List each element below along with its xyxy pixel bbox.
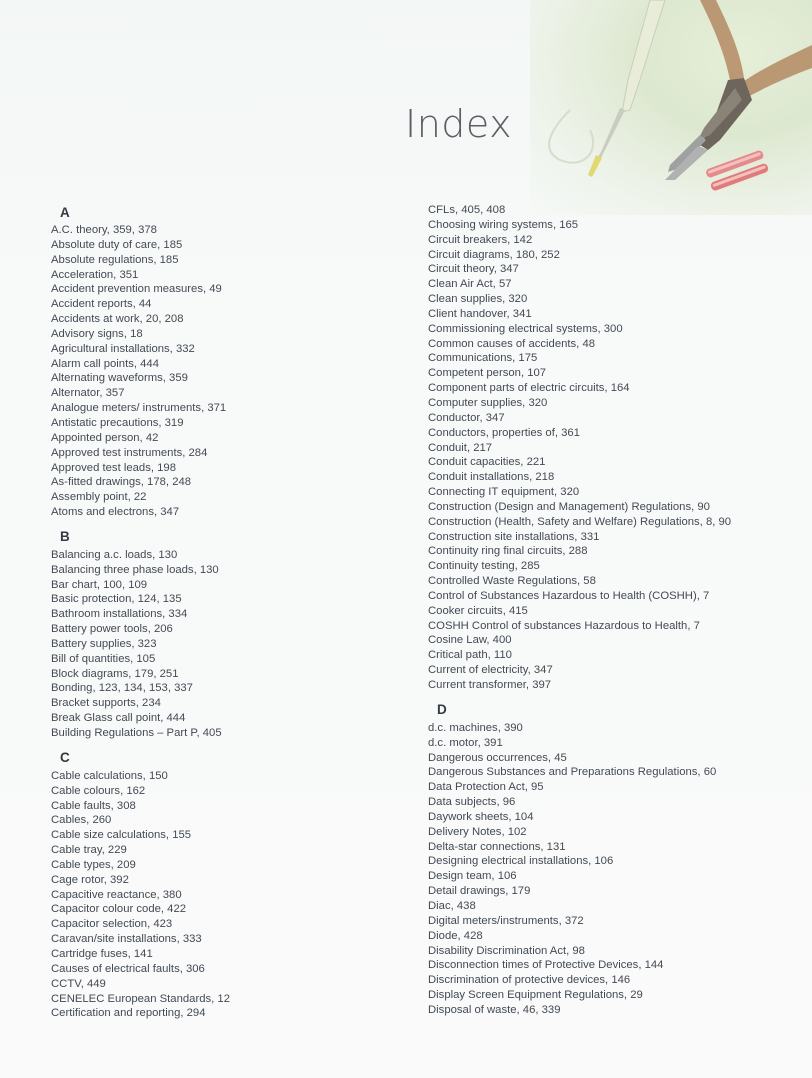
index-entry: Capacitor selection, 423 (51, 918, 173, 931)
index-entry: Accidents at work, 20, 208 (51, 313, 184, 326)
index-entry: Acceleration, 351 (51, 268, 139, 281)
section-c-continued-entries (428, 203, 808, 693)
index-entry: Certification and reporting, 294 (51, 1007, 206, 1020)
index-entry: Diode, 428 (428, 929, 483, 942)
index-entry: Data subjects, 96 (428, 796, 516, 809)
index-entry: Cables, 260 (51, 814, 112, 827)
index-entry: Continuity testing, 285 (428, 560, 540, 573)
index-entry: Current of electricity, 347 (428, 664, 553, 677)
section-a-entries (51, 223, 411, 520)
index-entry: Discrimination of protective devices, 146 (428, 974, 631, 987)
index-entry: Appointed person, 42 (51, 431, 159, 444)
index-entry: Basic protection, 124, 135 (51, 593, 182, 606)
index-entry: Component parts of electric circuits, 164 (428, 382, 630, 395)
index-entry: Disability Discrimination Act, 98 (428, 944, 585, 957)
index-entry: Conduit, 217 (428, 441, 493, 454)
index-entry: Analogue meters/ instruments, 371 (51, 402, 227, 415)
index-entry: A.C. theory, 359, 378 (51, 224, 157, 236)
index-entry: Construction site installations, 331 (428, 530, 600, 543)
index-entry: Cable colours, 162 (51, 784, 146, 797)
index-entry: Connecting IT equipment, 320 (428, 486, 580, 499)
index-entry: Circuit breakers, 142 (428, 233, 533, 246)
index-entry: Atoms and electrons, 347 (51, 506, 180, 519)
section-letter-d: D (437, 701, 447, 717)
index-entry: Design team, 106 (428, 870, 517, 883)
index-entry: Computer supplies, 320 (428, 396, 548, 409)
index-entry: Absolute duty of care, 185 (51, 238, 183, 251)
index-entry: Block diagrams, 179, 251 (51, 667, 179, 680)
index-entry: COSHH Control of substances Hazardous to Health, 7 (428, 619, 700, 632)
section-letter-a: A (60, 205, 70, 220)
index-entry: Conduit installations, 218 (428, 471, 555, 484)
index-entry: Current transformer, 397 (428, 679, 552, 691)
index-entry: Bar chart, 100, 109 (51, 578, 148, 591)
index-entry: Construction (Health, Safety and Welfare) Regulations, 8, 90 (428, 515, 732, 528)
index-entry: Alternator, 357 (51, 387, 125, 400)
index-entry: CFLs, 405, 408 (428, 204, 506, 216)
index-entry: Cooker circuits, 415 (428, 604, 528, 617)
index-entry: d.c. machines, 390 (428, 721, 523, 734)
pliers-and-screwdriver-icon (530, 0, 812, 215)
index-entry: Circuit diagrams, 180, 252 (428, 248, 560, 261)
index-entry: CCTV, 449 (51, 977, 106, 990)
index-entry: Display Screen Equipment Regulations, 29 (428, 989, 643, 1002)
index-column-left (51, 203, 411, 1021)
index-entry: Assembly point, 22 (51, 491, 147, 504)
index-column-right (428, 203, 808, 1018)
index-entry: Competent person, 107 (428, 367, 547, 380)
index-entry: Cable size calculations, 155 (51, 829, 192, 842)
index-entry: Data Protection Act, 95 (428, 781, 544, 794)
section-letter-c: C (60, 749, 70, 765)
index-entry: Commissioning electrical systems, 300 (428, 322, 623, 335)
index-entry: Clean supplies, 320 (428, 293, 528, 306)
index-entry: Control of Substances Hazardous to Health (COSHH), 7 (428, 589, 710, 602)
page-title: Index (405, 102, 513, 146)
index-entry: Alarm call points, 444 (51, 357, 159, 370)
index-entry: Designing electrical installations, 106 (428, 855, 614, 868)
index-entry: Bill of quantities, 105 (51, 652, 156, 665)
index-entry: Cage rotor, 392 (51, 873, 129, 886)
index-entry: d.c. motor, 391 (428, 736, 503, 749)
index-entry: Construction (Design and Management) Regulations, 90 (428, 500, 710, 513)
index-entry: Cable faults, 308 (51, 799, 136, 812)
index-entry: As-fitted drawings, 178, 248 (51, 476, 192, 489)
index-entry: Antistatic precautions, 319 (51, 416, 184, 429)
index-entry: Choosing wiring systems, 165 (428, 218, 579, 231)
index-entry: Agricultural installations, 332 (51, 342, 195, 355)
index-entry: Accident prevention measures, 49 (51, 283, 222, 296)
tools-photo (530, 0, 812, 215)
index-entry: Circuit theory, 347 (428, 263, 519, 276)
section-c-entries (51, 769, 411, 1021)
index-entry: Caravan/site installations, 333 (51, 933, 202, 946)
index-entry: Cable calculations, 150 (51, 769, 168, 782)
index-entry: Break Glass call point, 444 (51, 712, 186, 725)
index-entry: Conductors, properties of, 361 (428, 426, 580, 439)
section-b-entries (51, 548, 411, 741)
index-entry: Continuity ring final circuits, 288 (428, 545, 588, 558)
index-entry: Dangerous Substances and Preparations Regulations, 60 (428, 766, 717, 779)
index-entry: Balancing three phase loads, 130 (51, 563, 219, 576)
index-entry: Advisory signs, 18 (51, 327, 143, 340)
index-entry: Conductor, 347 (428, 411, 505, 424)
index-entry: Bracket supports, 234 (51, 697, 161, 710)
index-entry: Delta-star connections, 131 (428, 840, 566, 853)
index-entry: Critical path, 110 (428, 649, 512, 662)
index-entry: Approved test leads, 198 (51, 461, 176, 474)
section-letter-b: B (60, 528, 70, 544)
index-entry: Common causes of accidents, 48 (428, 337, 596, 350)
index-entry: Communications, 175 (428, 352, 538, 365)
index-entry: Disconnection times of Protective Devices, 144 (428, 959, 664, 972)
index-entry: Conduit capacities, 221 (428, 456, 546, 469)
index-entry: Absolute regulations, 185 (51, 253, 179, 266)
index-entry: Balancing a.c. loads, 130 (51, 548, 178, 561)
index-entry: Digital meters/instruments, 372 (428, 914, 584, 927)
index-entry: Clean Air Act, 57 (428, 278, 512, 291)
index-entry: Alternating waveforms, 359 (51, 372, 188, 385)
index-entry: Cable types, 209 (51, 858, 136, 871)
index-entry: CENELEC European Standards, 12 (51, 992, 230, 1005)
index-entry: Diac, 438 (428, 899, 476, 912)
index-entry: Disposal of waste, 46, 339 (428, 1003, 561, 1016)
index-entry: Cable tray, 229 (51, 844, 127, 857)
index-entry: Bathroom installations, 334 (51, 608, 188, 621)
index-entry: Approved test instruments, 284 (51, 446, 208, 459)
index-entry: Building Regulations – Part P, 405 (51, 727, 222, 739)
index-entry: Causes of electrical faults, 306 (51, 962, 205, 975)
index-entry: Capacitive reactance, 380 (51, 888, 182, 901)
index-entry: Battery supplies, 323 (51, 637, 157, 650)
index-entry: Cosine Law, 400 (428, 634, 512, 647)
index-entry: Bonding, 123, 134, 153, 337 (51, 682, 193, 695)
index-entry: Accident reports, 44 (51, 298, 152, 311)
index-entry: Cartridge fuses, 141 (51, 947, 153, 960)
index-entry: Daywork sheets, 104 (428, 810, 534, 823)
index-entry: Capacitor colour code, 422 (51, 903, 187, 916)
section-d-entries (428, 721, 808, 1018)
index-entry: Battery power tools, 206 (51, 623, 173, 636)
index-entry: Detail drawings, 179 (428, 885, 531, 898)
index-entry: Controlled Waste Regulations, 58 (428, 575, 596, 588)
index-entry: Dangerous occurrences, 45 (428, 751, 567, 764)
index-entry: Delivery Notes, 102 (428, 825, 527, 838)
index-entry: Client handover, 341 (428, 307, 532, 320)
